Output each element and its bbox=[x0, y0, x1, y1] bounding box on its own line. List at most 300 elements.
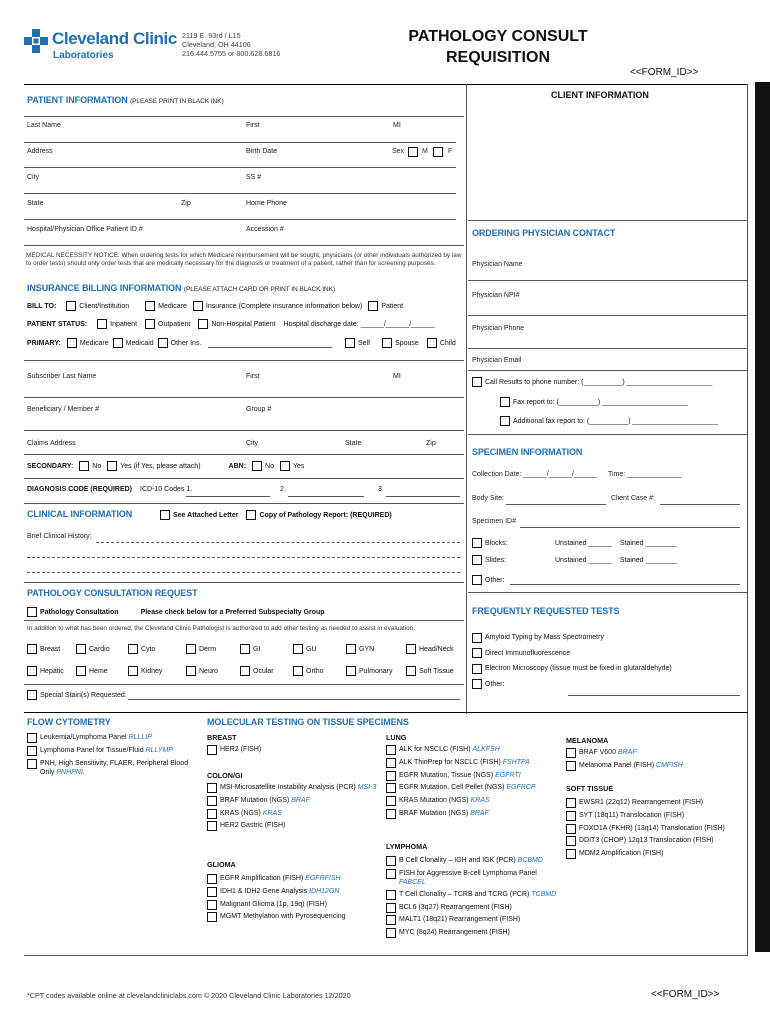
test-name: KRAS Mutation (NGS) bbox=[399, 797, 471, 805]
cpt-code: MSI-3 bbox=[357, 784, 377, 791]
child-checkbox[interactable] bbox=[427, 338, 437, 348]
checkbox[interactable] bbox=[27, 746, 37, 756]
checkbox[interactable] bbox=[472, 648, 482, 658]
melanoma-heading: MELANOMA bbox=[566, 736, 609, 745]
client-info-heading: CLIENT INFORMATION bbox=[551, 90, 649, 100]
see-attached-checkbox[interactable] bbox=[160, 510, 170, 520]
test-label bbox=[399, 809, 489, 818]
physician-npi-field[interactable] bbox=[468, 315, 747, 316]
test-name: MGMT Methylation with Pyrosequencing bbox=[220, 913, 346, 921]
subspecialty-label: Pulmonary bbox=[359, 667, 393, 675]
form-title: PATHOLOGY CONSULT REQUISITION bbox=[408, 28, 588, 66]
subscriber-mi-label: MI bbox=[393, 373, 401, 380]
client-info-box-bottom[interactable] bbox=[468, 220, 747, 221]
path-consult-row: Pathology Consultation Please check below for a Preferred Subspecialty Group bbox=[27, 607, 325, 617]
blocks-checkbox[interactable] bbox=[472, 538, 482, 548]
test-item[interactable] bbox=[386, 758, 566, 768]
checkbox[interactable] bbox=[207, 745, 217, 755]
frequent-test-item[interactable] bbox=[472, 677, 747, 693]
collection-date-field[interactable]: Collection Date: ______/______/______ bbox=[472, 471, 598, 478]
frequent-test-label: Other: bbox=[485, 680, 505, 688]
test-item[interactable] bbox=[207, 821, 377, 831]
subspecialty-pulmonary[interactable] bbox=[346, 666, 392, 676]
checkbox[interactable] bbox=[27, 759, 37, 769]
test-label bbox=[399, 771, 521, 780]
subscriber-first-label: First bbox=[246, 373, 260, 380]
checkbox[interactable] bbox=[240, 644, 250, 654]
checkbox[interactable] bbox=[386, 928, 396, 938]
test-item[interactable] bbox=[207, 874, 377, 884]
checkbox[interactable] bbox=[27, 733, 37, 743]
checkbox[interactable] bbox=[186, 644, 196, 654]
primary-other-checkbox[interactable] bbox=[158, 338, 168, 348]
test-label bbox=[40, 746, 173, 755]
checkbox[interactable] bbox=[207, 796, 217, 806]
cleveland-clinic-logo-icon bbox=[24, 29, 48, 53]
glioma-heading: GLIOMA bbox=[207, 860, 236, 869]
primary-row: PRIMARY: Medicare Medicaid Other Ins. bbox=[27, 339, 202, 347]
test-name: EWSR1 (22q12) Rearrangement (FISH) bbox=[579, 799, 704, 806]
claims-field[interactable] bbox=[24, 454, 464, 455]
test-name: BRAF V600 bbox=[579, 749, 618, 756]
test-item[interactable] bbox=[386, 856, 558, 866]
subscriber-field[interactable] bbox=[24, 397, 464, 398]
subspecialty-ocular[interactable] bbox=[240, 666, 274, 676]
checkbox[interactable] bbox=[386, 783, 396, 793]
test-item[interactable] bbox=[27, 733, 192, 743]
special-stain-checkbox[interactable] bbox=[27, 690, 37, 700]
cpt-code: KRAS bbox=[470, 797, 490, 805]
checkbox[interactable] bbox=[128, 644, 138, 654]
test-label bbox=[220, 745, 261, 754]
inpatient-checkbox[interactable] bbox=[97, 319, 107, 329]
checkbox[interactable] bbox=[207, 809, 217, 819]
body-site-field[interactable] bbox=[506, 504, 606, 505]
checkbox[interactable] bbox=[27, 666, 37, 676]
checkbox[interactable] bbox=[566, 798, 576, 808]
clinical-options-row: See Attached Letter Copy of Pathology Report: (REQUIRED) bbox=[160, 510, 392, 520]
clinical-history-field[interactable] bbox=[96, 542, 460, 543]
checkbox[interactable] bbox=[566, 824, 576, 834]
clinical-history-field[interactable] bbox=[27, 572, 460, 573]
last-name-field[interactable] bbox=[24, 142, 456, 143]
checkbox[interactable] bbox=[207, 821, 217, 831]
test-item[interactable] bbox=[566, 798, 744, 808]
fax-checkbox[interactable] bbox=[500, 397, 510, 407]
checkbox[interactable] bbox=[386, 796, 396, 806]
breast-list bbox=[207, 745, 377, 758]
subspecialty-head-neck[interactable] bbox=[406, 644, 454, 654]
consult-authorization-text: In addition to what has been ordered, the Cleveland Clinic Pathologist is authorized to add other testing as needed to assist in evaluation. bbox=[27, 625, 415, 632]
test-item[interactable] bbox=[386, 771, 566, 781]
lung-heading: LUNG bbox=[386, 733, 407, 742]
footer-note: *CPT codes available online at clevelandcliniclabs.com © 2020 Cleveland Clinic Laboratories 12/2020 bbox=[27, 991, 351, 1000]
test-name: EGFR Mutation, Cell Pellet (NGS) bbox=[399, 784, 507, 792]
special-stain-field[interactable] bbox=[128, 699, 460, 700]
test-name: ALK ThinPrep for NSCLC (FISH) bbox=[399, 758, 503, 766]
clinical-history-label: Brief Clinical History: bbox=[27, 533, 92, 540]
test-label bbox=[220, 783, 376, 792]
test-name: PNH, High Sensitivity, FLAER, Peripheral Blood Only bbox=[40, 759, 189, 776]
subspecialty-breast[interactable] bbox=[27, 644, 60, 654]
breast-heading: BREAST bbox=[207, 733, 237, 742]
test-label bbox=[220, 912, 346, 921]
sex-f-checkbox[interactable] bbox=[433, 147, 443, 157]
test-item[interactable] bbox=[386, 869, 558, 887]
checkbox[interactable] bbox=[207, 912, 217, 922]
cpt-code: BCBMD bbox=[517, 857, 543, 864]
colon-list bbox=[207, 783, 377, 834]
subspecialty-soft-tissue[interactable] bbox=[406, 666, 454, 676]
claims-city-label: City bbox=[246, 440, 259, 447]
melanoma-list bbox=[566, 748, 744, 774]
form-id-top: <<FORM_ID>> bbox=[630, 67, 699, 78]
icd-code-2-field[interactable] bbox=[288, 496, 364, 497]
checkbox[interactable] bbox=[566, 761, 576, 771]
icd-2-label: 2. bbox=[280, 486, 286, 493]
specimen-other-field[interactable] bbox=[510, 584, 740, 585]
slides-row: Slides: Unstained ______ Stained ________ bbox=[472, 555, 677, 565]
address-field[interactable] bbox=[24, 167, 456, 168]
test-item[interactable] bbox=[207, 900, 377, 910]
test-name: DDIT3 (CHOP) 12q13 Translocation (FISH) bbox=[579, 837, 714, 845]
divider bbox=[468, 592, 747, 593]
test-item[interactable] bbox=[386, 745, 566, 755]
divider bbox=[24, 360, 464, 361]
bill-medicare-checkbox[interactable] bbox=[145, 301, 155, 311]
test-label bbox=[399, 783, 536, 792]
test-item[interactable] bbox=[386, 796, 566, 806]
cpt-code: IDH12GN bbox=[309, 887, 340, 895]
zip-label: Zip bbox=[181, 200, 191, 207]
client-case-field[interactable] bbox=[660, 504, 740, 505]
checkbox[interactable] bbox=[566, 849, 576, 859]
beneficiary-field[interactable] bbox=[24, 430, 464, 431]
patient-status-row: PATIENT STATUS: Inpatient Outpatient Non-Hospital Patient Hospital discharge date: ______/______/______ bbox=[27, 320, 435, 328]
checkbox[interactable] bbox=[386, 903, 396, 913]
soft-tissue-heading: SOFT TISSUE bbox=[566, 784, 614, 793]
test-name: BCL6 (3q27) Rearrangement (FISH) bbox=[399, 903, 512, 911]
state-field[interactable] bbox=[24, 219, 456, 220]
checkbox[interactable] bbox=[76, 644, 86, 654]
lymphoma-list bbox=[386, 856, 558, 941]
clinical-history-field[interactable] bbox=[27, 557, 460, 558]
checkbox[interactable] bbox=[207, 874, 217, 884]
test-item[interactable] bbox=[386, 890, 558, 900]
test-item[interactable] bbox=[386, 915, 558, 925]
cpt-code: FSHTPA bbox=[502, 758, 530, 766]
test-label bbox=[220, 900, 327, 909]
divider bbox=[24, 955, 748, 956]
icd-code-3-field[interactable] bbox=[386, 496, 460, 497]
special-stain-row: Special Stain(s) Requested: bbox=[27, 690, 127, 700]
checkbox[interactable] bbox=[240, 666, 250, 676]
body-site-label: Body Site: bbox=[472, 495, 504, 502]
divider bbox=[24, 620, 464, 621]
bill-to-row: BILL TO: Client/Institution Medicare Insurance (Complete insurance information below) Patient bbox=[27, 302, 404, 310]
checkbox[interactable] bbox=[207, 887, 217, 897]
subspecialty-gu[interactable] bbox=[293, 644, 317, 654]
ordering-physician-heading: ORDERING PHYSICIAN CONTACT bbox=[472, 228, 616, 238]
test-label bbox=[40, 759, 192, 777]
lung-list bbox=[386, 745, 566, 822]
checkbox[interactable] bbox=[27, 644, 37, 654]
frequent-test-label: Electron Microscopy (tissue must be fixed in glutaraldehyde) bbox=[485, 665, 672, 673]
test-label bbox=[579, 761, 683, 770]
subspecialty-ortho[interactable] bbox=[293, 666, 324, 676]
checkbox[interactable] bbox=[207, 783, 217, 793]
home-phone-label: Home Phone bbox=[246, 200, 287, 207]
spouse-checkbox[interactable] bbox=[382, 338, 392, 348]
claims-state-label: State bbox=[345, 440, 362, 447]
checkbox[interactable] bbox=[207, 900, 217, 910]
test-label bbox=[399, 928, 510, 937]
test-item[interactable] bbox=[566, 849, 744, 859]
icd-3-label: 3. bbox=[378, 486, 384, 493]
glioma-list bbox=[207, 874, 377, 925]
edge-bar bbox=[755, 82, 770, 952]
cpt-code: ALKFSH bbox=[472, 746, 500, 753]
test-label bbox=[40, 733, 152, 742]
subspecialty-label: Breast bbox=[40, 645, 61, 653]
subspecialty-label: GI bbox=[253, 645, 261, 653]
test-item[interactable] bbox=[566, 836, 744, 846]
subspecialty-label: Hepatic bbox=[40, 667, 64, 675]
test-item[interactable] bbox=[207, 745, 377, 755]
checkbox[interactable] bbox=[386, 869, 396, 879]
secondary-no-checkbox[interactable] bbox=[79, 461, 89, 471]
checkbox[interactable] bbox=[293, 666, 303, 676]
test-item[interactable] bbox=[207, 887, 377, 897]
lab-address: 2119 E. 93rd / L15 Cleveland, OH 44106 216.444.5755 or 800.628.6816 bbox=[182, 31, 281, 58]
consult-heading: PATHOLOGY CONSULTATION REQUEST bbox=[27, 588, 198, 598]
beneficiary-label: Beneficiary / Member # bbox=[27, 406, 99, 413]
checkbox[interactable] bbox=[566, 836, 576, 846]
test-item[interactable] bbox=[386, 783, 566, 793]
checkbox[interactable] bbox=[566, 811, 576, 821]
test-name: BRAF Mutation (NGS) bbox=[399, 809, 471, 817]
test-item[interactable] bbox=[386, 928, 558, 938]
checkbox[interactable] bbox=[472, 633, 482, 643]
cpt-code: EGFRTI bbox=[495, 771, 521, 779]
test-name: SYT (18q11) Translocation (FISH) bbox=[579, 811, 685, 819]
bill-client-checkbox[interactable] bbox=[66, 301, 76, 311]
copy-report-checkbox[interactable] bbox=[246, 510, 256, 520]
checkbox[interactable] bbox=[406, 644, 416, 654]
test-item[interactable] bbox=[386, 903, 558, 913]
secondary-yes-checkbox[interactable] bbox=[107, 461, 117, 471]
self-checkbox[interactable] bbox=[345, 338, 355, 348]
checkbox[interactable] bbox=[76, 666, 86, 676]
non-hospital-checkbox[interactable] bbox=[198, 319, 208, 329]
test-item[interactable] bbox=[207, 783, 377, 793]
frequent-other-field[interactable] bbox=[568, 695, 740, 696]
sex-m-label: M bbox=[422, 148, 428, 155]
slides-checkbox[interactable] bbox=[472, 555, 482, 565]
test-name: EGFR Amplification (FISH) bbox=[220, 875, 306, 882]
test-name: T Cell Clonality – TCRB and TCRG (PCR) bbox=[399, 890, 532, 898]
physician-phone-label: Physician Phone bbox=[472, 325, 525, 332]
last-name-label: Last Name bbox=[27, 122, 61, 129]
checkbox[interactable] bbox=[386, 771, 396, 781]
checkbox[interactable] bbox=[186, 666, 196, 676]
checkbox[interactable] bbox=[128, 666, 138, 676]
test-name: ALK for NSCLC (FISH) bbox=[399, 746, 473, 753]
test-item[interactable] bbox=[27, 759, 192, 777]
colon-heading: COLON/GI bbox=[207, 771, 243, 780]
frequent-tests-list bbox=[472, 630, 747, 692]
bill-insurance-checkbox[interactable] bbox=[193, 301, 203, 311]
subspecialty-cyto[interactable] bbox=[128, 644, 155, 654]
checkbox[interactable] bbox=[472, 679, 482, 689]
checkbox[interactable] bbox=[346, 644, 356, 654]
subspecialty-kidney[interactable] bbox=[128, 666, 162, 676]
cpt-code: CMFISH bbox=[656, 761, 683, 769]
checkbox[interactable] bbox=[386, 890, 396, 900]
checkbox[interactable] bbox=[386, 809, 396, 819]
sex-label: Sex bbox=[392, 148, 405, 155]
collection-time-field[interactable]: Time: ______________ bbox=[608, 471, 682, 478]
divider bbox=[468, 434, 747, 435]
form-id-bottom: <<FORM_ID>> bbox=[651, 989, 720, 1000]
frequent-tests-heading: FREQUENTLY REQUESTED TESTS bbox=[472, 606, 620, 616]
subspecialty-label: GU bbox=[306, 645, 317, 653]
checkbox[interactable] bbox=[386, 915, 396, 925]
test-item[interactable] bbox=[207, 912, 377, 922]
specimen-id-field[interactable] bbox=[520, 527, 740, 528]
checkbox[interactable] bbox=[346, 666, 356, 676]
call-results-checkbox[interactable] bbox=[472, 377, 482, 387]
test-label bbox=[579, 798, 703, 807]
primary-medicaid-checkbox[interactable] bbox=[113, 338, 123, 348]
divider bbox=[24, 712, 748, 713]
abn-yes-checkbox[interactable] bbox=[280, 461, 290, 471]
divider bbox=[24, 478, 464, 479]
divider bbox=[24, 582, 464, 583]
bill-patient-checkbox[interactable] bbox=[368, 301, 378, 311]
mi-label: MI bbox=[393, 122, 401, 129]
test-item[interactable] bbox=[566, 824, 744, 834]
subspecialty-label: GYN bbox=[359, 645, 375, 653]
call-results-row: Call Results to phone number: (__________) ______________________ bbox=[472, 377, 712, 387]
test-label bbox=[399, 915, 520, 924]
subspecialty-derm[interactable] bbox=[186, 644, 216, 654]
medical-necessity-notice: MEDICAL NECESSITY NOTICE: When ordering tests for which Medicare reimbursement will be sought, physicians (or other individuals authorized by law to order tests) should only order tests that are medically necessary for the diagnosis or treatment of a patient, rather than for screening purposes. bbox=[26, 252, 462, 267]
checkbox[interactable] bbox=[293, 644, 303, 654]
sex-m-checkbox[interactable] bbox=[408, 147, 418, 157]
relation-row: Self Spouse Child bbox=[345, 338, 456, 348]
subspecialty-gi[interactable] bbox=[240, 644, 260, 654]
test-item[interactable] bbox=[566, 811, 744, 821]
test-item[interactable] bbox=[386, 809, 566, 819]
flow-list bbox=[27, 733, 192, 780]
test-label bbox=[399, 745, 500, 754]
checkbox[interactable] bbox=[386, 745, 396, 755]
frequent-test-label: Amyloid Typing by Mass Spectrometry bbox=[485, 634, 604, 642]
test-label bbox=[399, 890, 556, 899]
checkbox[interactable] bbox=[386, 856, 396, 866]
logo-name: Cleveland Clinic bbox=[52, 29, 177, 48]
secondary-row: SECONDARY: No Yes (if Yes, please attach) ABN: No Yes bbox=[27, 462, 305, 470]
subspecialty-label: Neuro bbox=[199, 667, 219, 675]
icd-code-1-field[interactable] bbox=[186, 496, 270, 497]
test-name: HER2 Gastric (FISH) bbox=[220, 822, 286, 830]
subspecialty-heme[interactable] bbox=[76, 666, 108, 676]
test-label bbox=[399, 796, 490, 805]
subspecialty-gyn[interactable] bbox=[346, 644, 374, 654]
frequent-test-item[interactable] bbox=[472, 661, 747, 677]
frequent-test-item[interactable] bbox=[472, 630, 747, 646]
test-name: MSI-Microsatellite Instability Analysis (PCR) bbox=[220, 784, 358, 791]
checkbox[interactable] bbox=[566, 748, 576, 758]
other-ins-field[interactable] bbox=[208, 347, 332, 348]
specimen-other-checkbox[interactable] bbox=[472, 575, 482, 585]
checkbox[interactable] bbox=[406, 666, 416, 676]
divider bbox=[24, 684, 464, 685]
patient-id-field[interactable] bbox=[24, 245, 464, 246]
subspecialty-cardio[interactable] bbox=[76, 644, 110, 654]
logo-sub: Laboratories bbox=[53, 50, 114, 61]
frequent-test-item[interactable] bbox=[472, 646, 747, 662]
test-label bbox=[579, 836, 714, 845]
address-label: Address bbox=[27, 148, 53, 155]
test-item[interactable] bbox=[207, 809, 377, 819]
state-label: State bbox=[27, 200, 44, 207]
soft-tissue-list bbox=[566, 798, 744, 862]
diagnosis-row: DIAGNOSIS CODE (REQUIRED) ICD-10 Codes 1. bbox=[27, 486, 193, 493]
subspecialty-hepatic[interactable] bbox=[27, 666, 64, 676]
blocks-row: Blocks: Unstained ______ Stained ________ bbox=[472, 538, 677, 548]
checkbox[interactable] bbox=[386, 758, 396, 768]
additional-fax-checkbox[interactable] bbox=[500, 416, 510, 426]
test-name: BRAF Mutation (NGS) bbox=[220, 796, 292, 804]
test-label bbox=[220, 887, 339, 896]
cpt-code: RLLLIP bbox=[128, 734, 152, 741]
cpt-code: EGFRCP bbox=[506, 784, 536, 792]
test-label bbox=[579, 748, 637, 757]
birth-date-label: Birth Date bbox=[246, 148, 278, 155]
subspecialty-label: Cardio bbox=[89, 645, 110, 653]
abn-no-checkbox[interactable] bbox=[252, 461, 262, 471]
insurance-heading: INSURANCE BILLING INFORMATION (PLEASE ATTACH CARD OR PRINT IN BLACK INK) bbox=[27, 283, 335, 293]
subspecialty-label: Heme bbox=[89, 667, 108, 675]
outpatient-checkbox[interactable] bbox=[145, 319, 155, 329]
test-item[interactable] bbox=[566, 761, 744, 771]
test-item[interactable] bbox=[566, 748, 744, 758]
test-item[interactable] bbox=[27, 746, 192, 756]
physician-phone-field[interactable] bbox=[468, 348, 747, 349]
specimen-id-label: Specimen ID# bbox=[472, 518, 516, 525]
claims-zip-label: Zip bbox=[426, 440, 436, 447]
physician-name-field[interactable] bbox=[468, 280, 747, 281]
physician-npi-label: Physician NPI# bbox=[472, 292, 520, 299]
path-consult-checkbox[interactable] bbox=[27, 607, 37, 617]
test-name: FOXO1A (FKHR) (13q14) Translocation (FISH) bbox=[579, 824, 725, 832]
test-name: B Cell Clonality – IGH and IGK (PCR) bbox=[399, 857, 518, 864]
primary-medicare-checkbox[interactable] bbox=[67, 338, 77, 348]
subspecialty-label: Ocular bbox=[253, 667, 274, 675]
city-label: City bbox=[27, 174, 40, 181]
cpt-code: TCBMD bbox=[531, 890, 557, 898]
molecular-heading: MOLECULAR TESTING ON TISSUE SPECIMENS bbox=[207, 717, 409, 727]
test-name: MALT1 (18q21) Rearrangement (FISH) bbox=[399, 916, 521, 924]
test-item[interactable] bbox=[207, 796, 377, 806]
divider bbox=[24, 84, 748, 85]
physician-email-field[interactable] bbox=[468, 370, 747, 371]
city-field[interactable] bbox=[24, 193, 456, 194]
checkbox[interactable] bbox=[472, 664, 482, 674]
subspecialty-neuro[interactable] bbox=[186, 666, 218, 676]
